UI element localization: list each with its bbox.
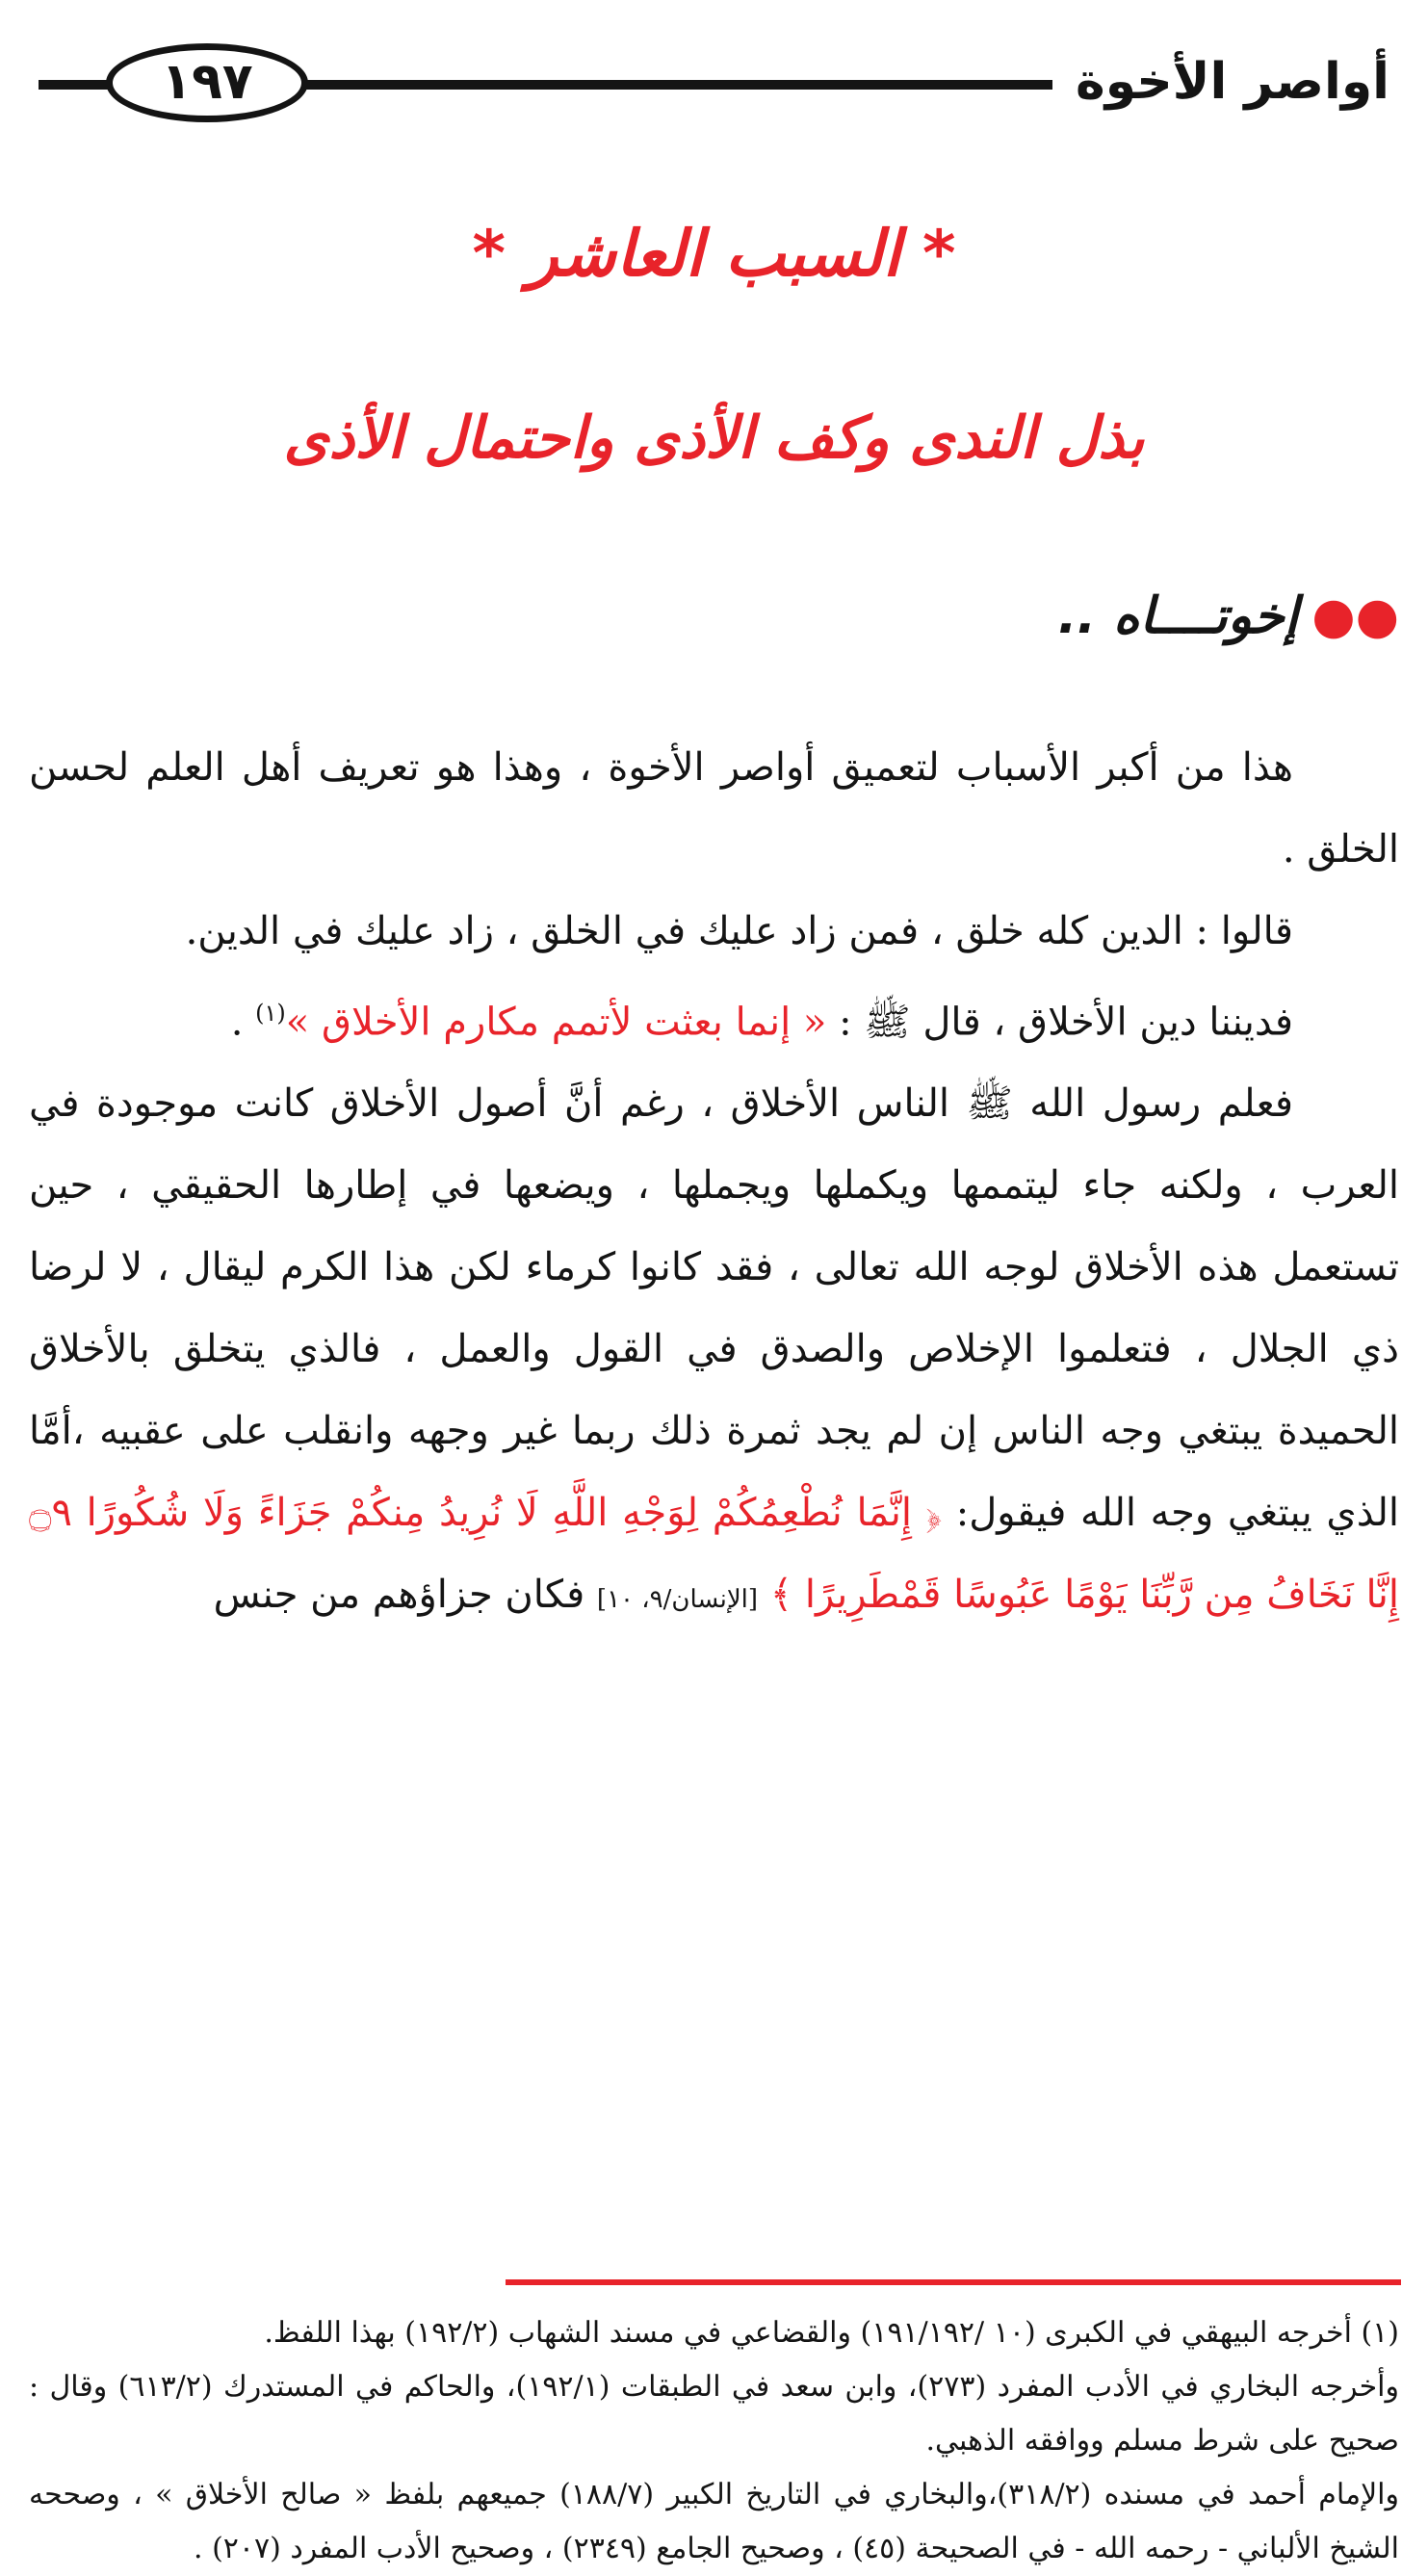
greeting-heading bbox=[1058, 587, 1399, 645]
running-title: أواصر الأخوة bbox=[1052, 48, 1389, 116]
paragraph-4-end: فكان جزاؤهم من جنس bbox=[213, 1573, 597, 1618]
body-text bbox=[29, 727, 1399, 1641]
hadith-quote: « إنما بعثت لأتمم مكارم الأخلاق » bbox=[285, 1000, 827, 1045]
footnote-ref-1: (١) bbox=[255, 1000, 286, 1027]
bullet-dots-icon: ●● bbox=[1311, 587, 1399, 645]
footnote-2: وأخرجه البخاري في الأدب المفرد (٢٧٣)، وابن سعد في الطبقات (١٩٢/١)، والحاكم في المستدرك (٦١٣/٢) وقال : صحيح على شرط مسلم ووافقه الذهبي. bbox=[29, 2370, 1399, 2458]
quran-verse: ﴿ إِنَّمَا نُطْعِمُكُمْ لِوَجْهِ اللَّهِ لَا نُرِيدُ مِنكُمْ جَزَاءً وَلَا شُكُورًا ۝٩ إِنَّا نَخَافُ مِن رَّبِّنَا يَوْمًا عَبُوسًا قَمْطَرِيرًا ﴾ bbox=[29, 1491, 1399, 1618]
section-title: * السبب العاشر * bbox=[472, 217, 956, 291]
paragraph-2: قالوا : الدين كله خلق ، فمن زاد عليك في الخلق ، زاد عليك في الدين. bbox=[185, 909, 1293, 953]
paragraph-3 bbox=[29, 973, 1399, 1063]
paragraph-3-text: فديننا دين الأخلاق ، قال ﷺ : bbox=[826, 1000, 1293, 1045]
page-header bbox=[39, 43, 1389, 120]
section-subtitle: بذل الندى وكف الأذى واحتمال الأذى bbox=[283, 404, 1145, 472]
paragraph-1: هذا من أكبر الأسباب لتعميق أواصر الأخوة ، وهذا هو تعريف أهل العلم لحسن الخلق . bbox=[29, 745, 1399, 872]
page-number: ١٩٧ bbox=[106, 43, 308, 122]
greeting-text: إخوتــــاه .. bbox=[1057, 587, 1299, 645]
footnote-3: والإمام أحمد في مسنده (٣١٨/٢)،والبخاري في التاريخ الكبير (١٨٨/٧) جميعهم بلفظ « صالح الأخلاق » ، وصححه الشيخ الألباني - رحمه الله - في الصحيحة (٤٥) ، وصحيح الجامع (٢٣٤٩) ، وصحيح الأدب المفرد (٢٠٧) . bbox=[29, 2478, 1399, 2565]
paragraph-4-text: فعلم رسول الله ﷺ الناس الأخلاق ، رغم أنَّ أصول الأخلاق كانت موجودة في العرب ، ولكنه جاء ليتممها ويكملها ويجملها ، ويضعها في إطارها الحقيقي ، حين تستعمل هذه الأخلاق لوجه الله تعالى ، فقد كانوا كرماء لكن هذا الكرم ليقال ، لا لرضا ذي الجلال ، فتعلموا الإخلاص والصدق في القول والعمل ، فالذي يتخلق بالأخلاق الحميدة يبتغي وجه الناس إن لم يجد ثمرة ذلك ربما غير وجهه وانقلب على عقبيه ،أمَّا الذي يبتغي وجه الله فيقول: bbox=[29, 1081, 1399, 1536]
footnotes bbox=[29, 2306, 1399, 2576]
footnote-1: (١) أخرجه البيهقي في الكبرى (١٠ /١٩١/١٩٢) والقضاعي في مسند الشهاب (١٩٢/٢) بهذا اللفظ. bbox=[264, 2316, 1399, 2350]
paragraph-3-end: . bbox=[230, 1000, 256, 1045]
footnote-separator bbox=[506, 2279, 1401, 2285]
paragraph-4 bbox=[29, 1063, 1399, 1641]
verse-citation: [الإنسان/٩، ١٠] bbox=[596, 1585, 759, 1615]
